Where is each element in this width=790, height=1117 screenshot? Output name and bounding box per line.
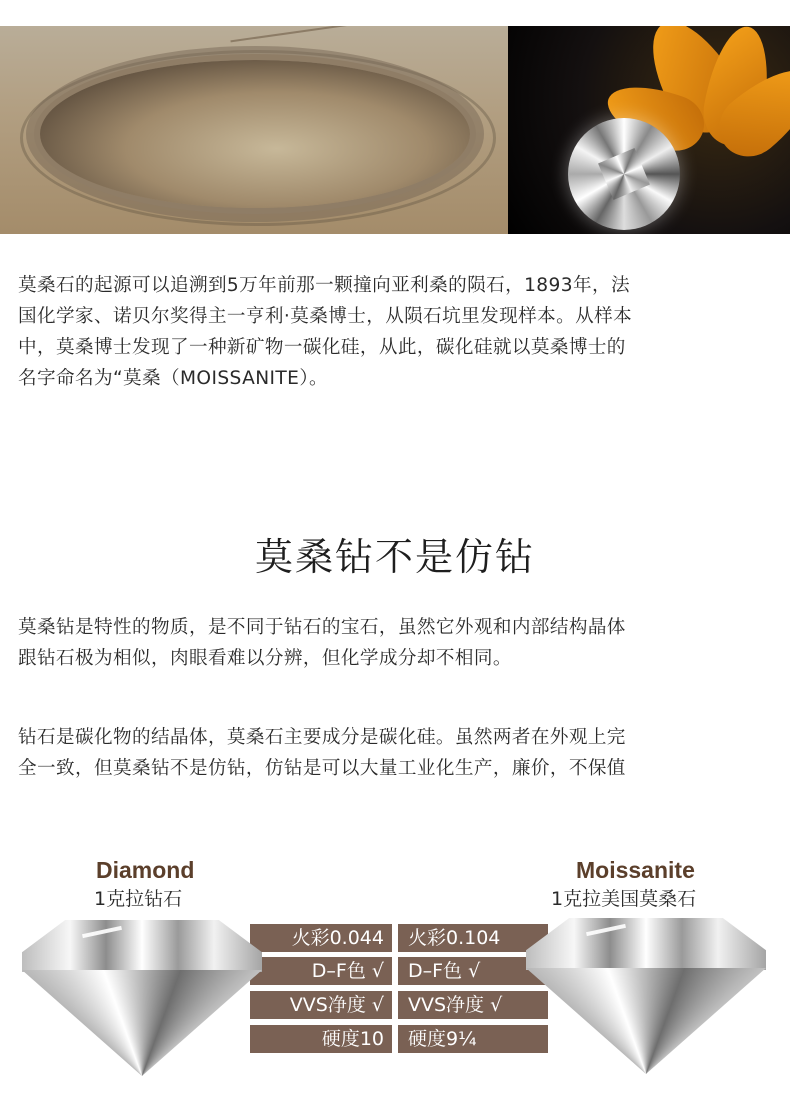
hero-image-banner <box>0 26 790 234</box>
diamond-subtitle: 1克拉钻石 <box>94 888 183 910</box>
gem-pavilion <box>526 968 766 1074</box>
intro-paragraph <box>18 270 770 394</box>
gem-pavilion <box>22 970 262 1076</box>
moissanite-clarity-bar: VVS净度 √ <box>398 991 548 1019</box>
paragraph-line: 跟钻石极为相似，肉眼看难以分辨，但化学成分却不相同。 <box>18 648 512 669</box>
intro-line: 名字命名为“莫桑（MOISSANITE）。 <box>18 368 329 389</box>
moissanite-color-bar: D–F色 √ <box>398 957 548 985</box>
paragraph-line: 钻石是碳化物的结晶体，莫桑石主要成分是碳化硅。虽然两者在外观上完 <box>18 727 626 748</box>
moissanite-hardness-bar: 硬度9¼ <box>398 1025 548 1053</box>
crater-pit <box>40 60 470 208</box>
intro-line: 中，莫桑博士发现了一种新矿物一碳化硅，从此，碳化硅就以莫桑博士的 <box>18 337 626 358</box>
diamond-title: Diamond <box>96 857 195 883</box>
diamond-hardness-bar: 硬度10 <box>250 1025 392 1053</box>
moissanite-title: Moissanite <box>576 857 695 883</box>
difference-paragraph <box>18 612 770 674</box>
crater-road <box>230 26 349 42</box>
paragraph-line: 全一致，但莫桑钻不是仿钻，仿钻是可以大量工业化生产，廉价，不保值 <box>18 758 626 779</box>
gem-crown <box>526 918 766 970</box>
gem-crown <box>22 920 262 972</box>
moissanite-fire-bar: 火彩0.104 <box>398 924 548 952</box>
intro-line: 莫桑石的起源可以追溯到5万年前那一颗撞向亚利桑的陨石，1893年，法 <box>18 275 630 296</box>
moissanite-gem-illustration <box>526 918 766 1074</box>
intro-line: 国化学家、诺贝尔奖得主一亨利·莫桑博士，从陨石坑里发现样本。从样本 <box>18 306 633 327</box>
diamond-stone <box>568 118 680 230</box>
diamond-gem-illustration <box>22 920 262 1076</box>
composition-paragraph <box>18 722 770 784</box>
gemstone-flower-photo <box>508 26 790 234</box>
diamond-clarity-bar: VVS净度 √ <box>250 991 392 1019</box>
diamond-fire-bar: 火彩0.044 <box>250 924 392 952</box>
moissanite-subtitle: 1克拉美国莫桑石 <box>551 888 697 910</box>
meteor-crater-photo <box>0 26 508 234</box>
diamond-color-bar: D–F色 √ <box>250 957 392 985</box>
section-heading: 莫桑钻不是仿钻 <box>254 535 535 579</box>
paragraph-line: 莫桑钻是特性的物质，是不同于钻石的宝石，虽然它外观和内部结构晶体 <box>18 617 626 638</box>
